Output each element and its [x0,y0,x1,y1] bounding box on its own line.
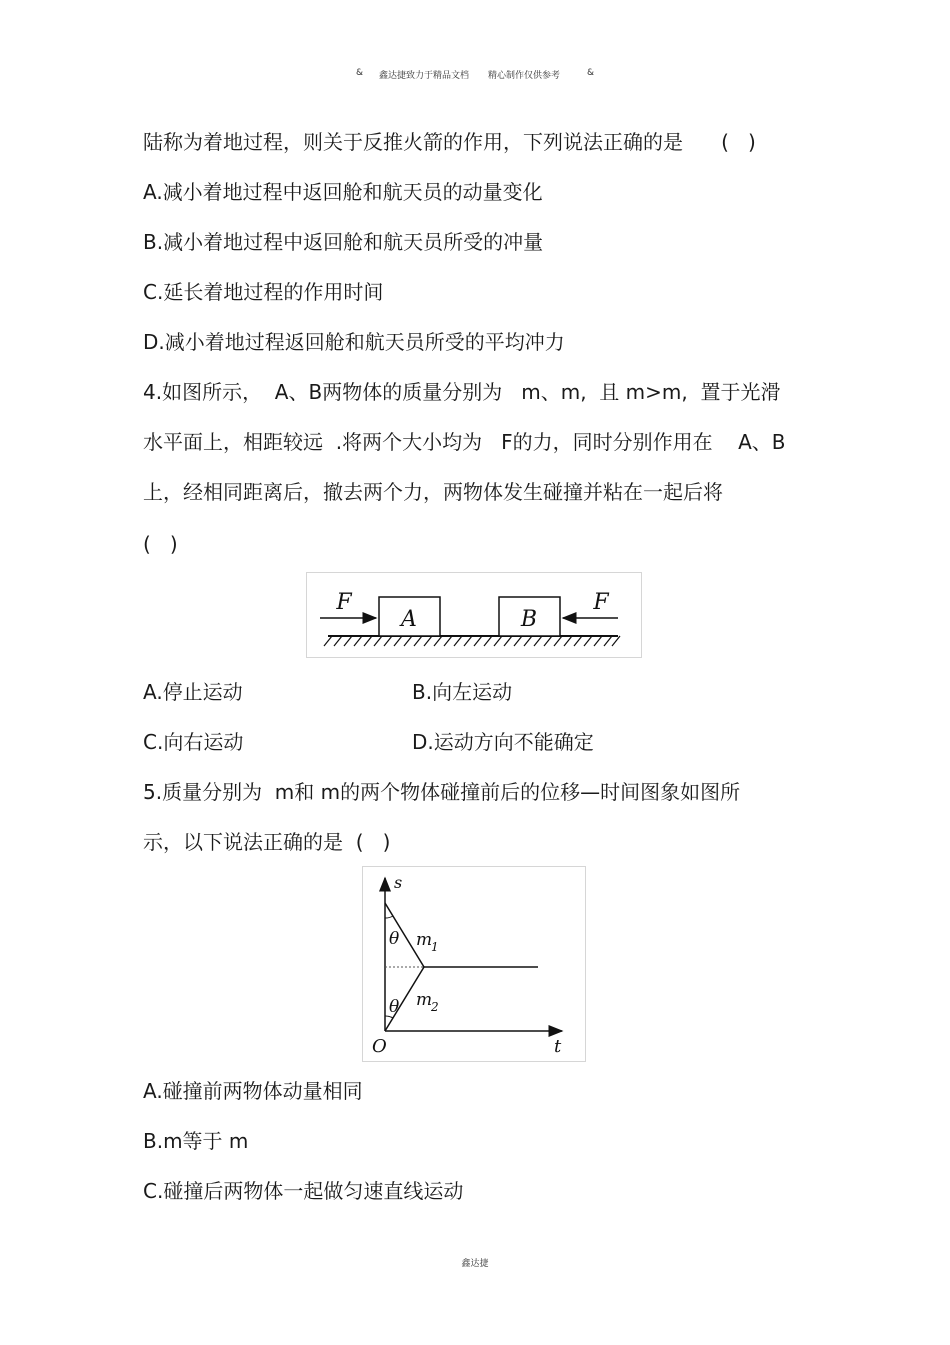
block-a-label: A [401,607,417,632]
q3-stem-continued: 陆称为着地过程，则关于反推火箭的作用，下列说法正确的是 ( ) [143,130,756,154]
q5-stem-line1: 5.质量分别为 m和 m的两个物体碰撞前后的位移—时间图象如图所 [143,780,741,804]
s-axis-label: s [394,873,403,892]
m1-subscript: 1 [431,940,439,954]
figure-blocks [306,572,642,658]
header-mark-left: & [356,68,364,78]
q4-option-a: A.停止运动 [143,680,243,704]
force-right-label: F [593,590,609,615]
m1-label: m [416,930,433,950]
q4-stem-line1: 4.如图所示， A、B两物体的质量分别为 m、m, 且 m>m, 置于光滑 [143,380,781,404]
q3-option-d: D.减小着地过程返回舱和航天员所受的平均冲力 [143,330,565,354]
theta1-arc [385,916,393,918]
header-title: 鑫达捷致力于精品文档 [379,71,470,81]
ground-hatching [324,636,620,646]
page-header [0,68,950,82]
q5-option-b: B.m等于 m [143,1129,249,1153]
t-axis-label: t [554,1036,562,1057]
q4-stem-line3: 上，经相同距离后，撤去两个力，两物体发生碰撞并粘在一起后将 [143,480,723,504]
q3-option-b: B.减小着地过程中返回舱和航天员所受的冲量 [143,230,544,254]
header-mark-right: & [587,68,595,78]
page-footer: 鑫达捷 [461,1259,489,1269]
q4-option-c: C.向右运动 [143,730,244,754]
q4-option-b: B.向左运动 [412,680,513,704]
q4-stem-line2: 水平面上，相距较远 .将两个大小均为 F的力，同时分别作用在 A、B [143,430,786,454]
q3-option-c: C.延长着地过程的作用时间 [143,280,384,304]
figure-frame [363,867,586,1062]
force-left-label: F [336,590,352,615]
theta2-label: θ [389,997,400,1017]
q5-option-c: C.碰撞后两物体一起做匀速直线运动 [143,1179,464,1203]
m2-subscript: 2 [431,1000,439,1014]
header-subtitle: 精心制作仅供参考 [488,71,561,81]
q5-option-a: A.碰撞前两物体动量相同 [143,1079,363,1103]
figure-st-graph [362,866,586,1062]
theta1-label: θ [389,929,400,949]
figure-frame [307,573,642,658]
q4-option-d: D.运动方向不能确定 [412,730,594,754]
q3-option-a: A.减小着地过程中返回舱和航天员的动量变化 [143,180,543,204]
m2-label: m [416,990,433,1010]
q4-answer-bracket: ( ) [143,532,178,556]
block-b-label: B [520,607,538,632]
origin-label: O [372,1036,387,1057]
q5-stem-line2: 示，以下说法正确的是 ( ) [143,830,391,854]
